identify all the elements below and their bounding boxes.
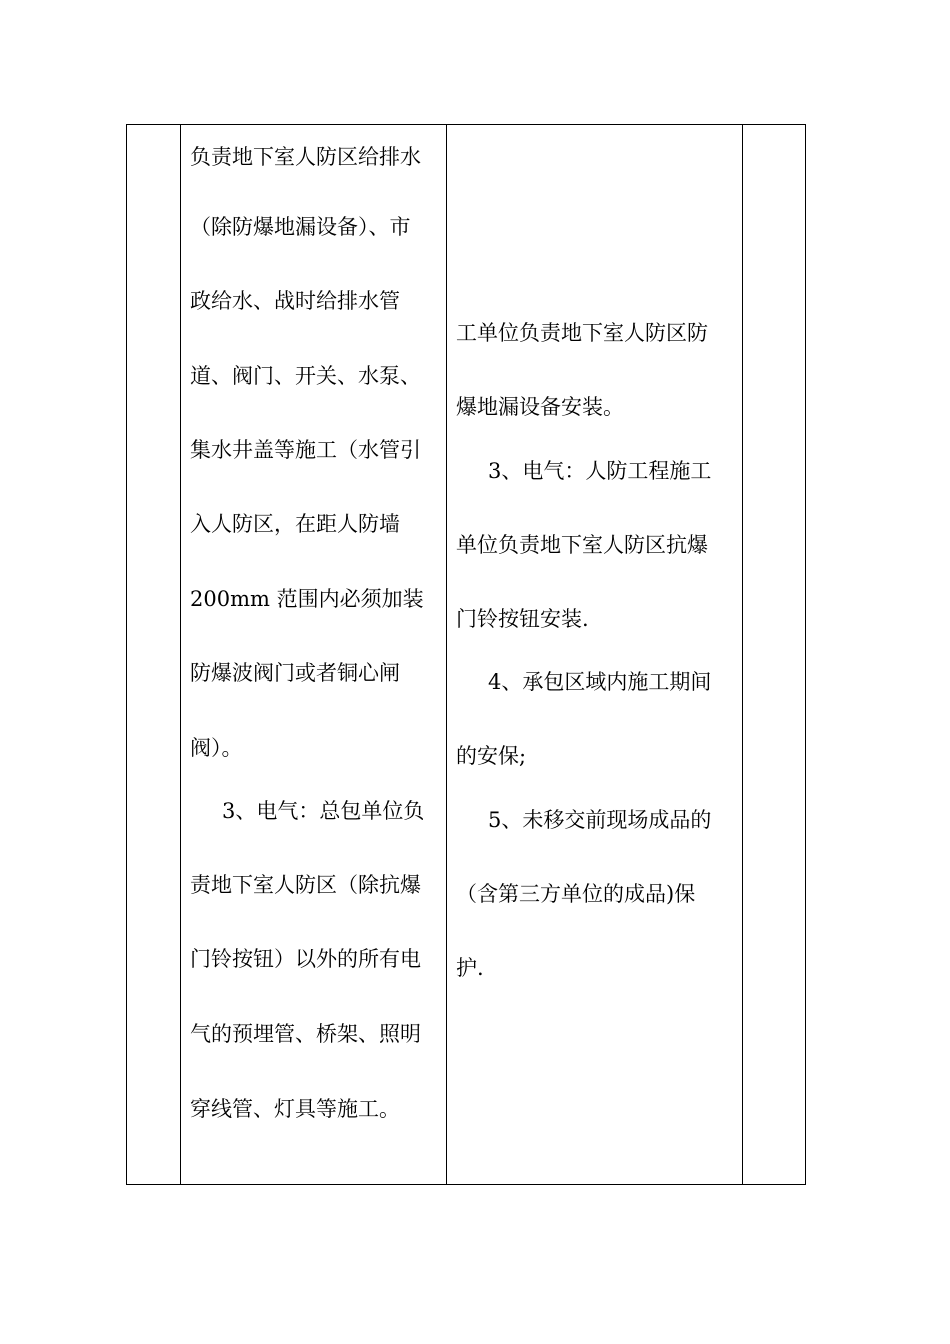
text-line: 穿线管、灯具等施工。: [190, 1097, 400, 1121]
text-line: （含第三方单位的成品)保: [456, 882, 696, 906]
text-line: 防爆波阀门或者铜心闸: [190, 661, 400, 685]
text-line: 工单位负责地下室人防区防: [456, 321, 708, 345]
text-line: 入人防区，在距人防墙: [190, 512, 400, 536]
column-divider-2: [446, 125, 447, 1184]
text-line: 护.: [456, 956, 484, 980]
text-line: 道、阀门、开关、水泵、: [190, 364, 421, 388]
column-divider-3: [742, 125, 743, 1184]
text-line: 200mm 范围内必须加装: [190, 587, 424, 611]
text-line: （除防爆地漏设备）、市: [190, 215, 411, 239]
text-line: 门铃按钮）以外的所有电: [190, 947, 421, 971]
text-line: 3、电气：人防工程施工: [488, 459, 712, 483]
text-line: 阀）。: [190, 736, 243, 760]
text-line: 单位负责地下室人防区抗爆: [456, 533, 708, 557]
text-line: 负责地下室人防区给排水: [190, 145, 421, 169]
text-line: 爆地漏设备安装。: [456, 395, 624, 419]
column-divider-1: [180, 125, 181, 1184]
text-line: 5、未移交前现场成品的: [488, 808, 712, 832]
text-line: 集水井盖等施工（水管引: [190, 438, 421, 462]
text-line: 4、承包区域内施工期间: [488, 670, 712, 694]
text-line: 责地下室人防区（除抗爆: [190, 873, 421, 897]
text-line: 气的预埋管、桥架、照明: [190, 1022, 421, 1046]
text-line: 门铃按钮安装.: [456, 607, 589, 631]
text-line: 的安保;: [456, 744, 527, 768]
text-line: 政给水、战时给排水管: [190, 289, 400, 313]
text-line: 3、电气：总包单位负: [222, 799, 425, 823]
